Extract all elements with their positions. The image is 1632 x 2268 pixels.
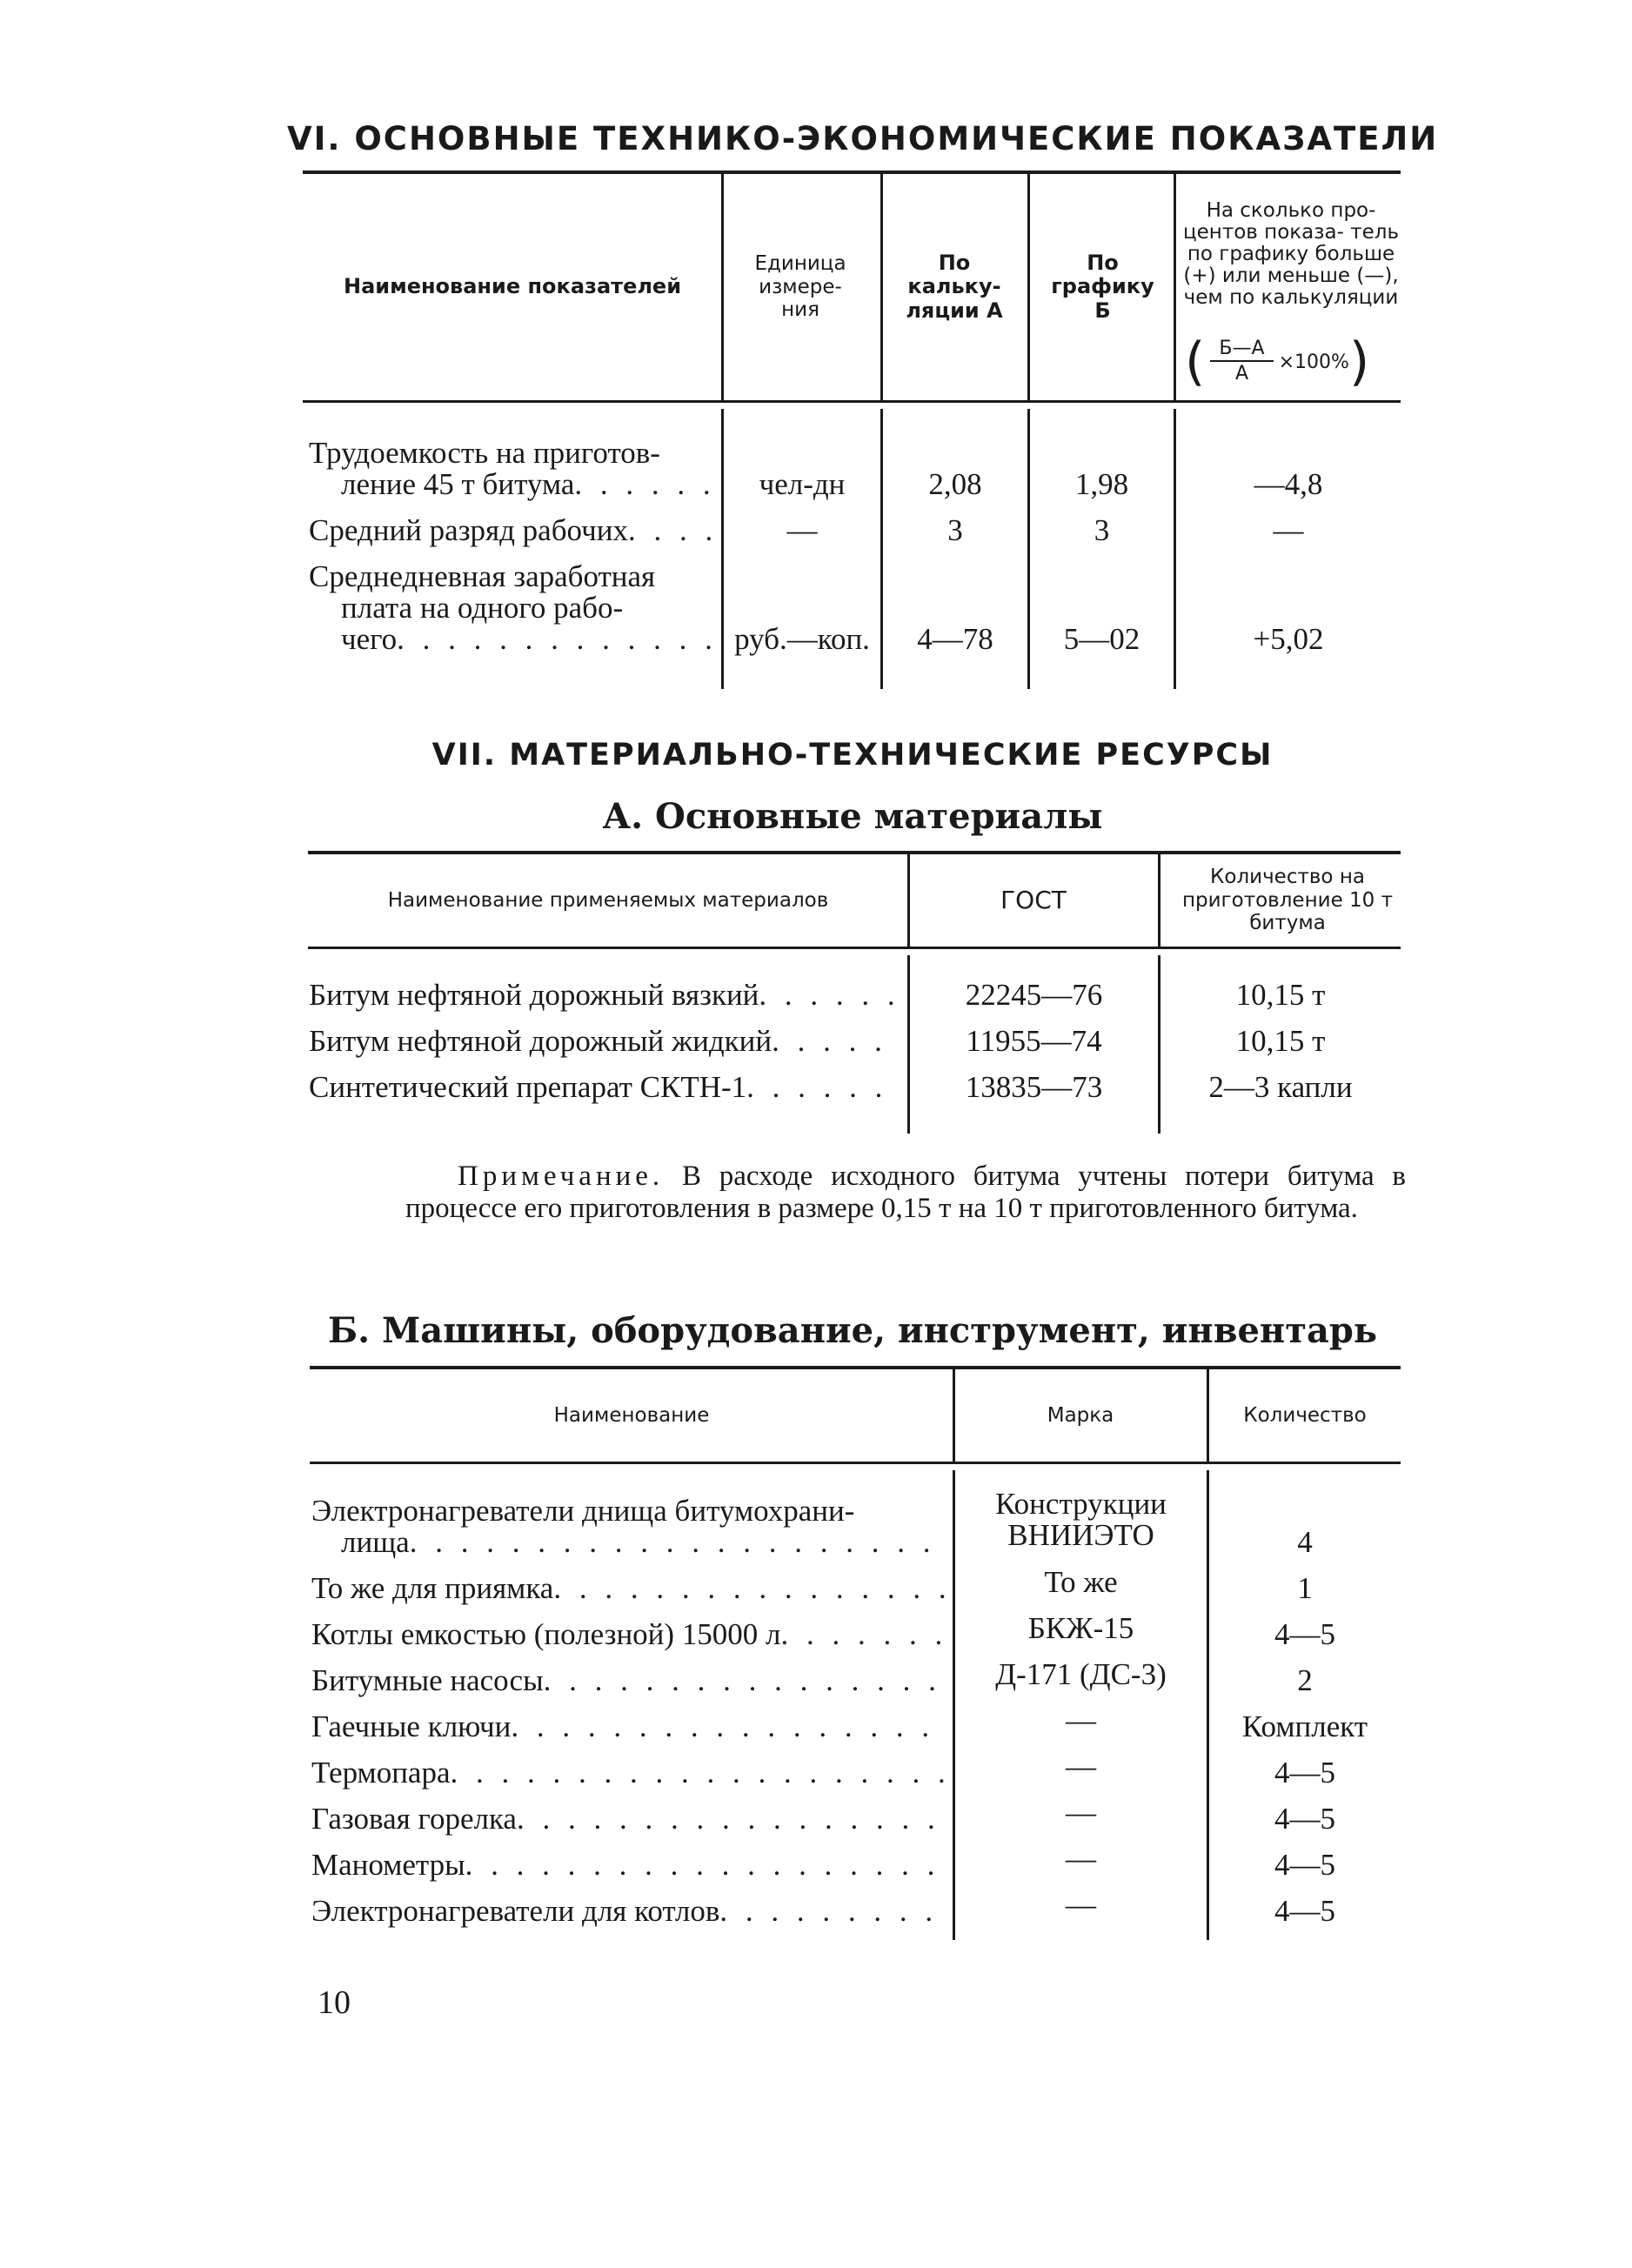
note-label: Примечание. [458, 1161, 665, 1192]
table-b-row-5-name: Гаечные ключи . . . [311, 1710, 946, 1743]
table-6-row-3-graph: 5—02 [1063, 622, 1140, 656]
table-b-row-1-name-cont: лища . . . [341, 1526, 946, 1558]
table-b-row-2-qty: 1 [1297, 1571, 1313, 1605]
table-b-row-3-name: Котлы емкостью (полезной) 15000 л . . . [311, 1618, 946, 1650]
table-b-row-2-name: То же для приямка . . . [311, 1572, 946, 1604]
table-a-row-1-name: Битум нефтяной дорожный вязкий . . . [309, 979, 900, 1011]
table-6-divider [1027, 174, 1030, 400]
table-b-row-2-brand: То же [1044, 1565, 1118, 1599]
table-6-row-2-calc: 3 [947, 513, 963, 547]
table-b-row-9-name: Электронагреватели для котлов . . . [311, 1895, 946, 1927]
table-6-header-unit: Единица измере- ния [754, 252, 846, 322]
table-6-header-rule [303, 400, 1401, 403]
table-b-row-1-qty: 4 [1297, 1525, 1313, 1559]
table-6-row-2-unit: — [786, 513, 818, 547]
note-text: В расходе исходного битума учтены потери битума в процессе его приготовления в размере 0,15 т на 10 т приготовленного битума. [405, 1161, 1406, 1224]
table-a-row-2-name: Битум нефтяной дорожный жидкий . . . [309, 1025, 900, 1057]
table-6-row-2-name: Средний разряд рабочих . . . [309, 514, 715, 546]
table-6-row-1-name-cont: ление 45 т битума . . . [341, 468, 715, 500]
table-b-row-4-name: Битумные насосы . . . [311, 1664, 946, 1696]
table-b-row-7-name: Газовая горелка . . . [311, 1803, 946, 1835]
table-6-divider [721, 174, 724, 400]
table-6-row-1-graph: 1,98 [1074, 467, 1129, 501]
table-a-header-name: Наименование применяемых материалов [387, 888, 829, 912]
table-b-row-7-qty: 4—5 [1274, 1802, 1335, 1836]
subsection-a-title: А. Основные материалы [602, 796, 1103, 837]
table-6-row-3-unit: руб.—коп. [734, 622, 870, 656]
table-6-header-percent: На сколько про- центов показа- тель по графику больше (+) или меньше (—), чем по калькуляции [1182, 198, 1399, 309]
table-b-row-5-brand: — [1066, 1703, 1096, 1737]
table-a-header-rule [308, 947, 1401, 949]
table-a-row-3-name: Синтетический препарат СКТН-1 . . . [309, 1071, 900, 1103]
table-b-row-5-qty: Комплект [1241, 1709, 1368, 1743]
table-b-row-4-brand: Д-171 (ДС-3) [995, 1657, 1167, 1691]
table-a-divider [1158, 854, 1160, 947]
materials-note [405, 1161, 1406, 1225]
table-b-row-8-qty: 4—5 [1274, 1848, 1335, 1882]
table-b-row-1-name: Электронагреватели днища битумохрани- [311, 1494, 855, 1528]
table-b-row-1-brand-cont: ВНИИЭТО [1007, 1518, 1154, 1552]
table-a-row-1-qty: 10,15 т [1235, 978, 1326, 1012]
table-6-row-1-unit: чел-дн [759, 467, 846, 501]
table-a-row-2-gost: 11955—74 [966, 1024, 1102, 1058]
table-b-header-name: Наименование [553, 1403, 710, 1427]
percent-formula: ( $\frac{Б—А}{А}$ ×100% ) [1185, 331, 1370, 392]
table-b-row-3-brand: БКЖ-15 [1027, 1611, 1134, 1645]
table-6-header-name: Наименование показателей [343, 274, 682, 299]
table-6-row-3-name: Среднедневная заработная [309, 559, 656, 593]
section-6-title: VI. ОСНОВНЫЕ ТЕХНИКО-ЭКОНОМИЧЕСКИЕ ПОКАЗАТЕЛИ [287, 120, 1439, 157]
table-b-row-8-brand: — [1066, 1842, 1096, 1876]
table-a-row-3-qty: 2—3 капли [1208, 1070, 1353, 1104]
table-b-row-6-brand: — [1066, 1750, 1096, 1783]
table-a-header-qty: Количество на приготовление 10 т битума [1181, 866, 1394, 935]
table-6-row-1-name: Трудоемкость на приготов- [309, 436, 660, 470]
formula-multiplier: ×100% [1278, 351, 1349, 373]
table-6-header-graph: По графику Б [1051, 250, 1154, 323]
section-7-title: VII. МАТЕРИАЛЬНО-ТЕХНИЧЕСКИЕ РЕСУРСЫ [431, 738, 1274, 773]
table-6-row-3-name-cont: плата на одного рабо- [341, 591, 624, 625]
table-b-row-1-brand: Конструкции [995, 1487, 1167, 1521]
table-a-row-1-gost: 22245—76 [965, 978, 1103, 1012]
table-b-header-brand: Марка [1047, 1403, 1114, 1427]
table-b-row-6-name: Термопара . . . [311, 1756, 946, 1789]
table-b-row-3-qty: 4—5 [1274, 1617, 1335, 1651]
table-6-row-2-graph: 3 [1094, 513, 1110, 547]
table-b-row-8-name: Манометры . . . [311, 1849, 946, 1881]
table-6-divider [880, 174, 883, 400]
formula-numerator: Б—А [1210, 338, 1273, 362]
table-6-row-1-calc: 2,08 [928, 467, 982, 501]
table-6-row-3-calc: 4—78 [917, 622, 993, 656]
table-6-row-3-percent: +5,02 [1253, 622, 1324, 656]
table-b-row-4-qty: 2 [1297, 1663, 1313, 1697]
table-b-row-7-brand: — [1066, 1796, 1096, 1830]
table-b-header-rule [310, 1462, 1401, 1464]
table-b-row-9-brand: — [1066, 1888, 1096, 1922]
table-b-row-6-qty: 4—5 [1274, 1756, 1335, 1790]
table-6-row-2-percent: — [1273, 513, 1304, 547]
formula-denominator: А [1234, 363, 1249, 385]
table-6-row-3-name-cont: чего . . . [341, 623, 715, 655]
table-6-header-calc: По кальку- ляции А [906, 250, 1003, 323]
table-b-header-qty: Количество [1243, 1403, 1367, 1427]
table-6-divider [1174, 174, 1176, 400]
table-a-row-3-gost: 13835—73 [965, 1070, 1103, 1104]
table-6-row-1-percent: —4,8 [1254, 467, 1323, 501]
table-b-row-9-qty: 4—5 [1274, 1894, 1335, 1928]
subsection-b-title: Б. Машины, оборудование, инструмент, инвентарь [327, 1310, 1378, 1351]
page-number: 10 [318, 1984, 351, 2021]
table-a-header-gost: ГОСТ [1000, 885, 1067, 914]
table-a-row-2-qty: 10,15 т [1235, 1024, 1326, 1058]
